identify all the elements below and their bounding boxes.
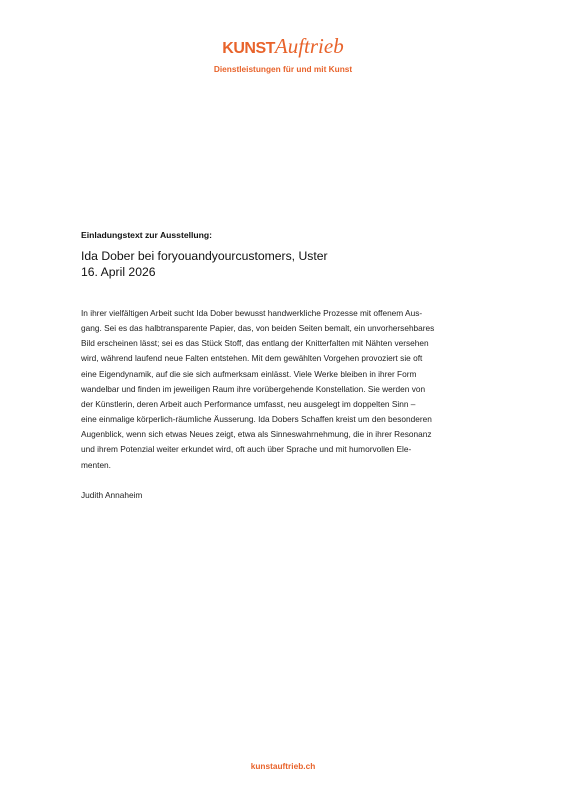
body-line: Bild erscheinen lässt; sei es das Stück Stoff, das entlang der Knitterfalten mit Nähten versehen xyxy=(81,338,429,349)
body-line: gang. Sei es das halbtransparente Papier, das, von beiden Seiten bemalt, ein unvorhersehbares xyxy=(81,323,435,334)
body-line: eine Eigendynamik, auf die sie sich aufmerksam einlässt. Viele Werke bleiben in ihrer Form xyxy=(81,368,417,379)
body-line: In ihrer vielfältigen Arbeit sucht Ida Dober bewusst handwerkliche Prozesse mit offenem Aus- xyxy=(81,308,423,318)
exhibition-title: Ida Dober bei foryouandyourcustomers, Uster xyxy=(81,249,328,263)
body-line: wird, während laufend neue Falten entstehen. Mit dem gewählten Vorgehen provoziert sie oft xyxy=(81,353,423,364)
logo-kunst-text: KUNST xyxy=(222,40,275,57)
exhibition-title-block xyxy=(81,248,486,280)
body-line: und ihrem Potenzial weiter erkundet wird, oft auch über Sprache und mit humorvollen Ele- xyxy=(81,444,412,455)
body-line: menten. xyxy=(81,459,111,470)
author-signature: Judith Annaheim xyxy=(81,490,143,500)
body-line: Augenblick, wenn sich etwas Neues zeigt, etwa als Sinneswahrnehmung, die in ihrer Resonanz xyxy=(81,429,432,440)
body-line: eine einmalige körperlich-räumliche Äusserung. Ida Dobers Schaffen kreist um den besonderen xyxy=(81,414,432,425)
exhibition-date: 16. April 2026 xyxy=(81,265,156,279)
brand-logo xyxy=(222,36,343,57)
body-line: wandelbar und finden im jeweiligen Raum ihre vorübergehende Konstellation. Sie werden von xyxy=(81,383,426,394)
letterhead xyxy=(0,36,566,74)
body-paragraph xyxy=(81,306,486,473)
body-line: der Künstlerin, deren Arbeit auch Performance umfasst, neu ausgelegt im doppelten Sinn – xyxy=(81,398,416,409)
footer-website-link[interactable]: kunstauftrieb.ch xyxy=(250,761,316,771)
tagline: Dienstleistungen für und mit Kunst xyxy=(213,64,353,74)
logo-auftrieb-text: Auftrieb xyxy=(274,34,344,58)
document-subject: Einladungstext zur Ausstellung: xyxy=(81,230,212,240)
